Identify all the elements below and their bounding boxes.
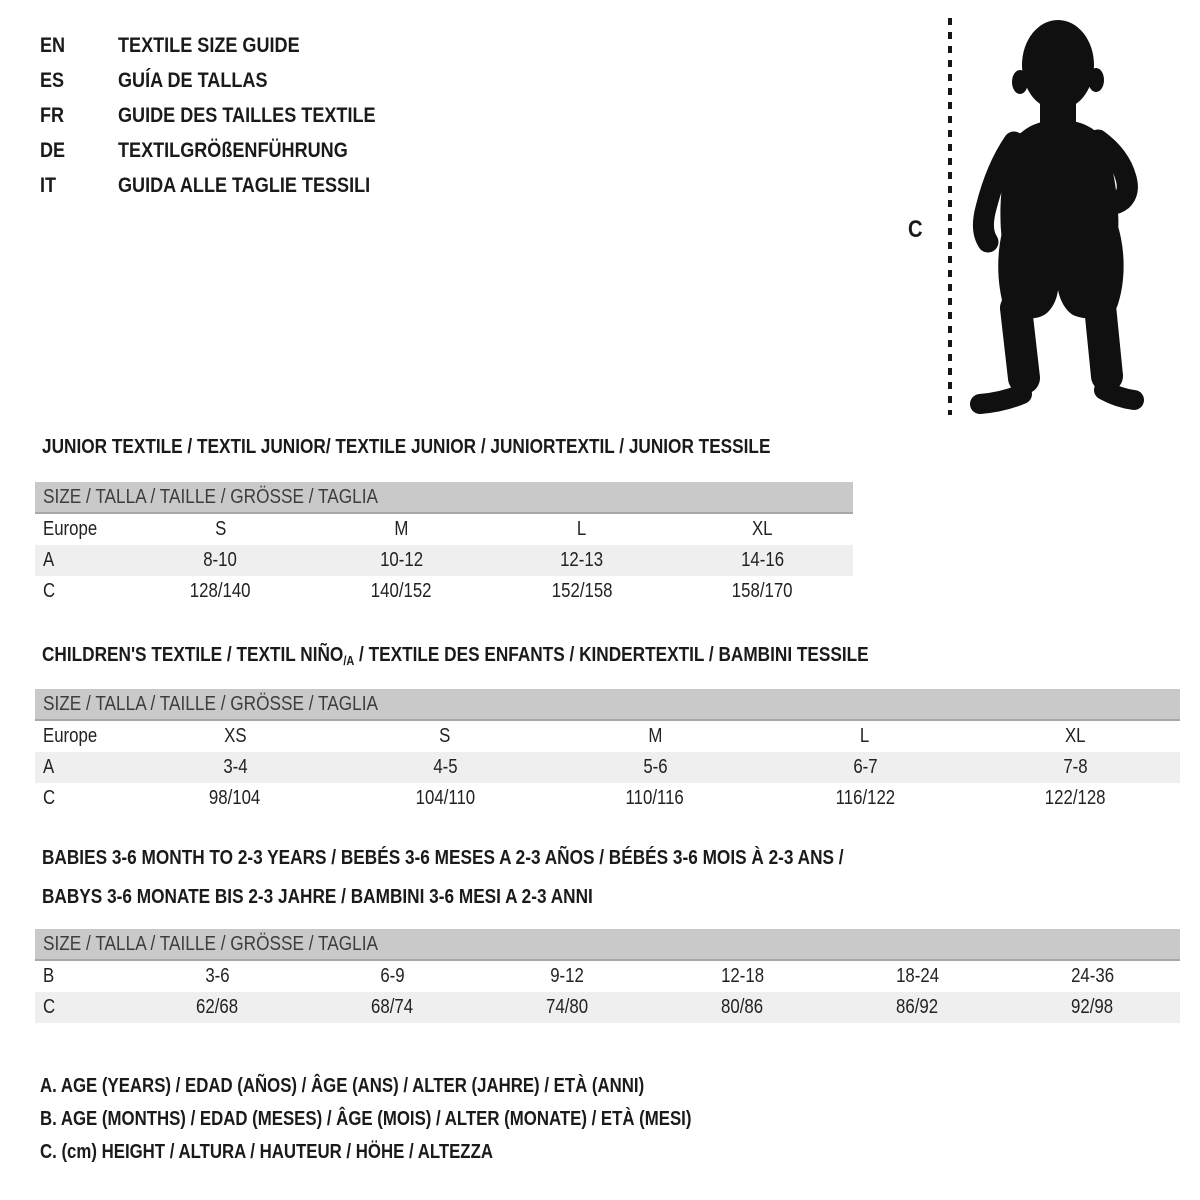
table-cell bbox=[305, 965, 480, 988]
babies-title-line1-wrap bbox=[42, 838, 996, 877]
junior-row-age bbox=[35, 545, 853, 576]
table-cell bbox=[305, 996, 480, 1019]
cell-text: S bbox=[439, 725, 451, 747]
table-cell bbox=[130, 996, 305, 1019]
cell-text: 104/110 bbox=[415, 787, 475, 809]
junior-row-europe bbox=[35, 514, 853, 545]
lang-title-text: GUIDA ALLE TAGLIE TESSILI bbox=[118, 173, 371, 197]
table-cell bbox=[760, 725, 970, 748]
table-cell bbox=[492, 549, 673, 572]
size-header-text: SIZE / TALLA / TAILLE / GRÖSSE / TAGLIA bbox=[43, 485, 378, 508]
table-cell bbox=[492, 580, 673, 603]
lang-title bbox=[118, 173, 425, 198]
cell-text: 6-7 bbox=[852, 756, 878, 778]
children-size-table bbox=[35, 689, 1180, 814]
row-label bbox=[35, 965, 130, 988]
row-label-text: C bbox=[43, 996, 56, 1018]
lang-code bbox=[40, 33, 118, 58]
lang-code bbox=[40, 138, 118, 163]
children-section-title-text bbox=[42, 643, 869, 673]
table-cell bbox=[830, 996, 1005, 1019]
babies-row-height bbox=[35, 992, 1180, 1023]
table-cell bbox=[340, 725, 550, 748]
row-label bbox=[35, 549, 130, 572]
babies-title-line2-wrap bbox=[42, 877, 996, 916]
cell-text: 10-12 bbox=[379, 549, 423, 571]
junior-size-header-band bbox=[35, 482, 853, 514]
table-cell bbox=[672, 549, 853, 572]
children-title-part2: / TEXTILE DES ENFANTS / KINDERTEXTIL / BAMBINI TESSILE bbox=[354, 643, 869, 666]
lang-row-en bbox=[40, 28, 425, 63]
cell-text: 68/74 bbox=[371, 996, 414, 1018]
junior-section-title-text: JUNIOR TEXTILE / TEXTIL JUNIOR/ TEXTILE JUNIOR / JUNIORTEXTIL / JUNIOR TESSILE bbox=[42, 435, 771, 458]
cell-text: 18-24 bbox=[896, 965, 939, 987]
junior-size-table bbox=[35, 482, 853, 607]
cell-text: 6-9 bbox=[380, 965, 405, 987]
children-row-age bbox=[35, 752, 1180, 783]
table-cell bbox=[760, 787, 970, 810]
table-cell bbox=[130, 787, 340, 810]
cell-text: 62/68 bbox=[196, 996, 239, 1018]
children-section-title bbox=[42, 643, 1026, 673]
row-label-text: B bbox=[43, 965, 55, 987]
cell-text: 98/104 bbox=[209, 787, 261, 809]
table-cell bbox=[970, 787, 1180, 810]
row-label-text: Europe bbox=[43, 725, 98, 747]
legend-line-c-text: C. (cm) HEIGHT / ALTURA / HAUTEUR / HÖHE / ALTEZZA bbox=[40, 1141, 493, 1163]
children-title-sub: /A bbox=[343, 653, 355, 668]
height-c-label bbox=[908, 216, 925, 244]
cell-text: 152/158 bbox=[551, 580, 613, 602]
row-label-text: A bbox=[43, 549, 55, 571]
lang-title-text: TEXTILE SIZE GUIDE bbox=[118, 33, 300, 57]
table-cell bbox=[672, 518, 853, 541]
cell-text: 86/92 bbox=[896, 996, 939, 1018]
lang-code bbox=[40, 173, 118, 198]
row-label bbox=[35, 518, 130, 541]
cell-text: XL bbox=[752, 518, 773, 540]
children-row-height bbox=[35, 783, 1180, 814]
cell-text: S bbox=[214, 518, 226, 540]
cell-text: 92/98 bbox=[1071, 996, 1114, 1018]
lang-row-it bbox=[40, 168, 425, 203]
cell-text: 128/140 bbox=[190, 580, 251, 602]
lang-title-text: GUÍA DE TALLAS bbox=[118, 68, 268, 92]
table-cell bbox=[830, 965, 1005, 988]
cell-text: 116/122 bbox=[835, 787, 895, 809]
lang-row-fr bbox=[40, 98, 425, 133]
table-cell bbox=[340, 756, 550, 779]
babies-size-header-band bbox=[35, 929, 1180, 961]
babies-row-months bbox=[35, 961, 1180, 992]
children-title-part1: CHILDREN'S TEXTILE / TEXTIL NIÑO bbox=[42, 643, 344, 666]
table-cell bbox=[311, 518, 492, 541]
row-label bbox=[35, 725, 130, 748]
table-cell bbox=[970, 756, 1180, 779]
babies-title-line1: BABIES 3-6 MONTH TO 2-3 YEARS / BEBÉS 3-6 MESES A 2-3 AÑOS / BÉBÉS 3-6 MOIS À 2-3 ANS / bbox=[42, 846, 844, 869]
row-label-text: C bbox=[43, 787, 56, 809]
row-label-text: A bbox=[43, 756, 55, 778]
cell-text: 3-6 bbox=[205, 965, 230, 987]
cell-text: 110/116 bbox=[625, 787, 685, 809]
table-cell bbox=[970, 725, 1180, 748]
row-label bbox=[35, 580, 130, 603]
cell-text: 122/128 bbox=[1044, 787, 1106, 809]
table-cell bbox=[1005, 996, 1180, 1019]
cell-text: M bbox=[647, 725, 662, 747]
size-header-text: SIZE / TALLA / TAILLE / GRÖSSE / TAGLIA bbox=[43, 932, 378, 955]
lang-title bbox=[118, 103, 425, 128]
table-cell bbox=[655, 996, 830, 1019]
children-row-europe bbox=[35, 721, 1180, 752]
junior-section-title bbox=[42, 435, 909, 459]
table-cell bbox=[311, 580, 492, 603]
cell-text: 14-16 bbox=[741, 549, 785, 571]
lang-row-es bbox=[40, 63, 425, 98]
table-cell bbox=[130, 725, 340, 748]
table-cell bbox=[340, 787, 550, 810]
babies-section-title bbox=[42, 838, 996, 916]
cell-text: 158/170 bbox=[732, 580, 793, 602]
table-cell bbox=[492, 518, 673, 541]
table-cell bbox=[130, 580, 311, 603]
table-cell bbox=[1005, 965, 1180, 988]
cell-text: 3-4 bbox=[222, 756, 248, 778]
cell-text: 74/80 bbox=[546, 996, 589, 1018]
lang-title bbox=[118, 138, 425, 163]
cell-text: 8-10 bbox=[203, 549, 238, 571]
cell-text: 4-5 bbox=[432, 756, 458, 778]
cell-text: L bbox=[577, 518, 587, 540]
table-cell bbox=[550, 787, 760, 810]
row-label bbox=[35, 996, 130, 1019]
lang-title bbox=[118, 33, 425, 58]
lang-code bbox=[40, 68, 118, 93]
table-cell bbox=[480, 965, 655, 988]
lang-code-text: IT bbox=[40, 173, 57, 197]
cell-text: 9-12 bbox=[550, 965, 585, 987]
cell-text: 24-36 bbox=[1071, 965, 1114, 987]
table-cell bbox=[672, 580, 853, 603]
table-cell bbox=[550, 756, 760, 779]
toddler-silhouette-icon bbox=[952, 16, 1148, 420]
cell-text: L bbox=[860, 725, 870, 747]
children-size-header-band bbox=[35, 689, 1180, 721]
size-header-text: SIZE / TALLA / TAILLE / GRÖSSE / TAGLIA bbox=[43, 692, 378, 715]
lang-code-text: EN bbox=[40, 33, 66, 57]
row-label-text: C bbox=[43, 580, 56, 602]
junior-row-height bbox=[35, 576, 853, 607]
table-cell bbox=[655, 965, 830, 988]
cell-text: XL bbox=[1064, 725, 1086, 747]
cell-text: 140/152 bbox=[370, 580, 432, 602]
table-cell bbox=[760, 756, 970, 779]
babies-size-table bbox=[35, 929, 1180, 1023]
cell-text: 80/86 bbox=[721, 996, 764, 1018]
lang-code-text: ES bbox=[40, 68, 65, 92]
cell-text: 12-18 bbox=[721, 965, 764, 987]
babies-title-line2: BABYS 3-6 MONATE BIS 2-3 JAHRE / BAMBINI 3-6 MESI A 2-3 ANNI bbox=[42, 885, 593, 908]
lang-code-text: FR bbox=[40, 103, 65, 127]
cell-text: XS bbox=[223, 725, 247, 747]
cell-text: 7-8 bbox=[1062, 756, 1088, 778]
lang-code-text: DE bbox=[40, 138, 66, 162]
table-cell bbox=[480, 996, 655, 1019]
row-label-text: Europe bbox=[43, 518, 98, 540]
legend-line-b bbox=[40, 1103, 816, 1136]
legend-block bbox=[40, 1070, 816, 1169]
lang-title bbox=[118, 68, 425, 93]
row-label bbox=[35, 756, 130, 779]
lang-title-text: TEXTILGRÖßENFÜHRUNG bbox=[118, 138, 348, 162]
legend-line-a bbox=[40, 1070, 816, 1103]
table-cell bbox=[550, 725, 760, 748]
row-label bbox=[35, 787, 130, 810]
lang-title-text: GUIDE DES TAILLES TEXTILE bbox=[118, 103, 376, 127]
cell-text: M bbox=[394, 518, 409, 540]
cell-text: 12-13 bbox=[560, 549, 604, 571]
cell-text: 5-6 bbox=[642, 756, 668, 778]
height-c-label-text: C bbox=[908, 216, 923, 243]
table-cell bbox=[130, 756, 340, 779]
language-title-block bbox=[40, 28, 425, 203]
legend-line-a-text: A. AGE (YEARS) / EDAD (AÑOS) / ÂGE (ANS) / ALTER (JAHRE) / ETÀ (ANNI) bbox=[40, 1075, 645, 1097]
legend-line-b-text: B. AGE (MONTHS) / EDAD (MESES) / ÂGE (MOIS) / ALTER (MONATE) / ETÀ (MESI) bbox=[40, 1108, 692, 1130]
table-cell bbox=[130, 518, 311, 541]
legend-line-c bbox=[40, 1136, 816, 1169]
table-cell bbox=[130, 965, 305, 988]
lang-row-de bbox=[40, 133, 425, 168]
table-cell bbox=[311, 549, 492, 572]
lang-code bbox=[40, 103, 118, 128]
table-cell bbox=[130, 549, 311, 572]
